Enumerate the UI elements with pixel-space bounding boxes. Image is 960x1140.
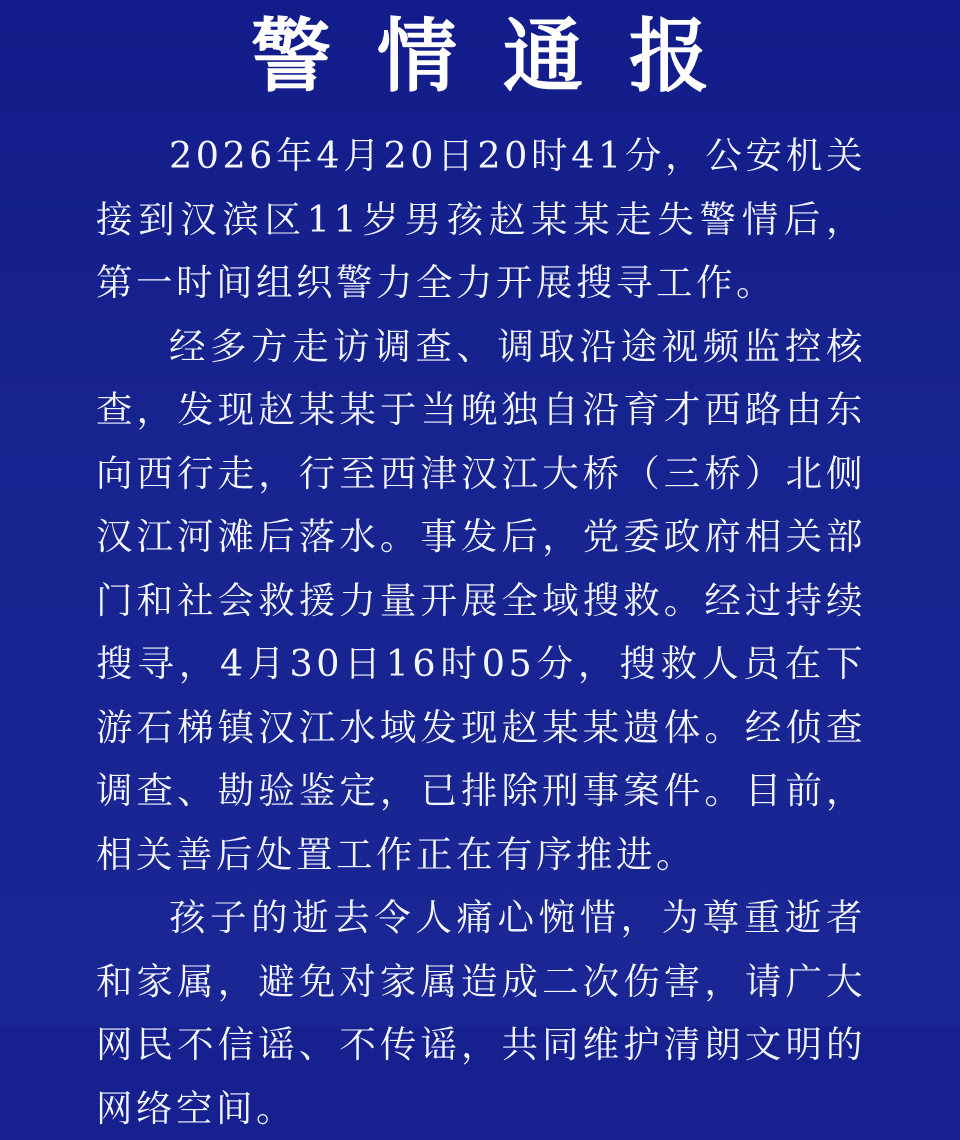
notice-body: [96, 124, 866, 1140]
notice-paragraph-2: 经多方走访调查、调取沿途视频监控核查，发现赵某某于当晚独自沿育才西路由东向西行走，行至西津汉江大桥（三桥）北侧汉江河滩后落水。事发后，党委政府相关部门和社会救援力量开展全域搜救。经过持续搜寻，4月30日16时05分，搜救人员在下游石梯镇汉江水域发现赵某某遗体。经侦查调查、勘验鉴定，已排除刑事案件。目前，相关善后处置工作正在有序推进。: [96, 324, 866, 876]
notice-paragraph-1: 2026年4月20日20时41分，公安机关接到汉滨区11岁男孩赵某某走失警情后，第一时间组织警力全力开展搜寻工作。: [96, 134, 866, 304]
notice-title: 警情通报: [251, 9, 755, 103]
notice-paragraph-3: 孩子的逝去令人痛心惋惜，为尊重逝者和家属，避免对家属造成二次伤害，请广大网民不信谣、不传谣，共同维护清朗文明的网络空间。: [96, 896, 866, 1130]
